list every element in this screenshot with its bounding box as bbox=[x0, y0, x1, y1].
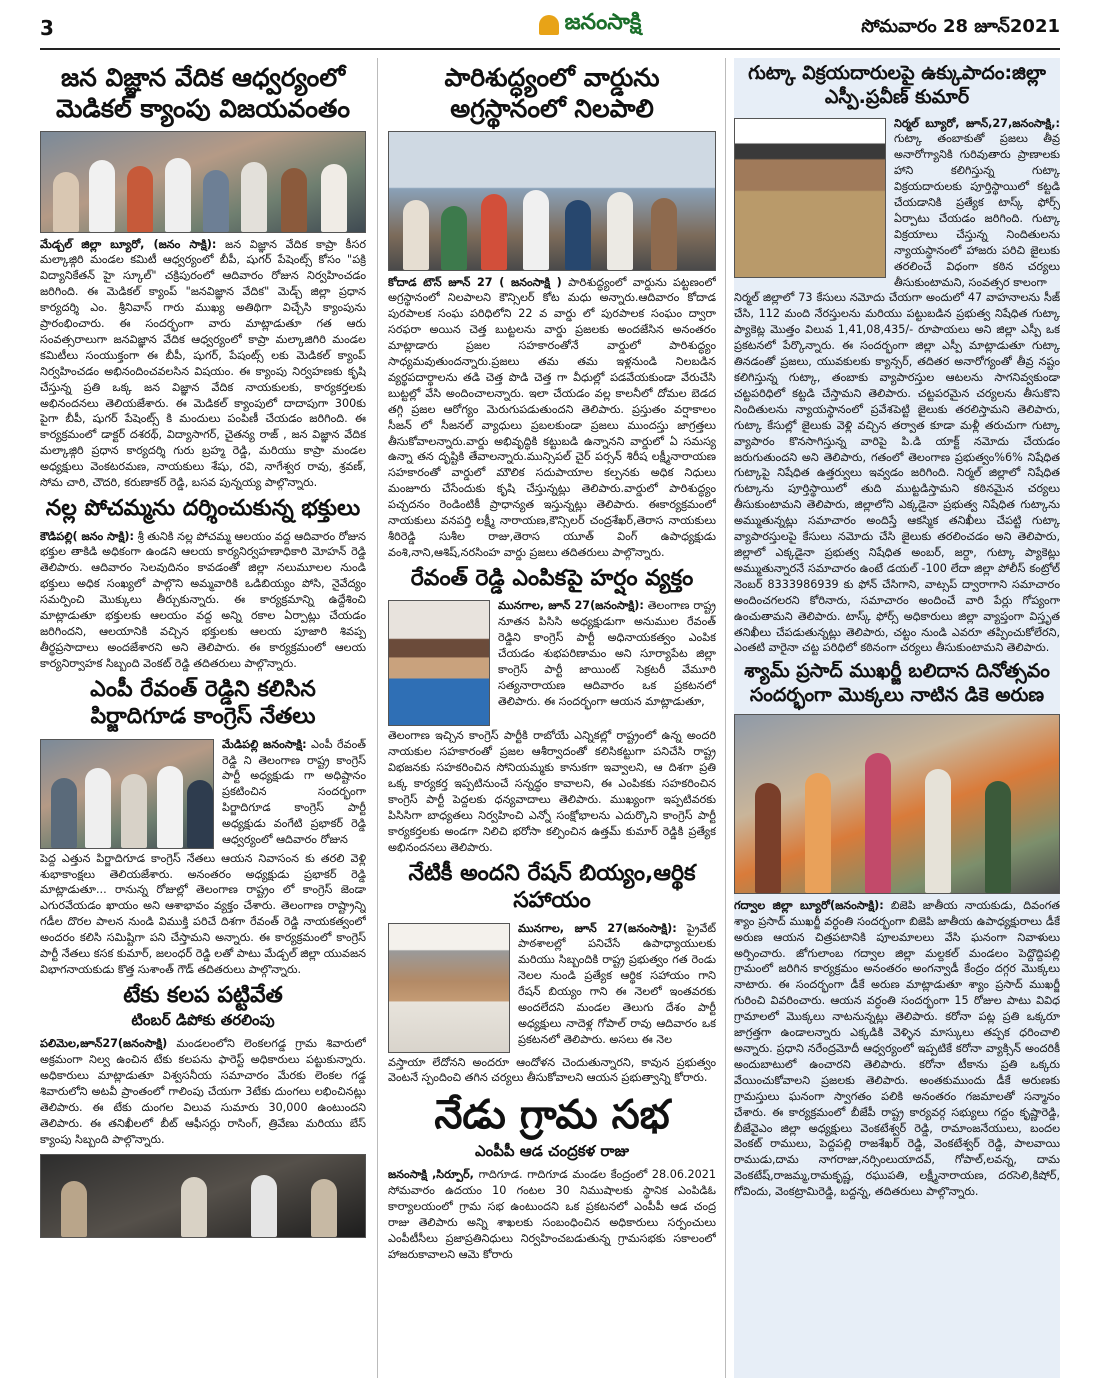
column-divider bbox=[377, 58, 378, 1378]
article-headline: రేవంత్ రెడ్డి ఎంపికపై హర్షం వ్యక్తం bbox=[410, 565, 694, 591]
header-rule bbox=[40, 48, 1060, 50]
article-headline: టేకు కలప పట్టివేత bbox=[123, 982, 283, 1008]
article-body: కోదాడ టౌన్ జూన్ 27 ( జనంసాక్షి ) పారిశుద్ధ్యంలో వార్డును పట్టణంలో అగ్రస్థానంలో నిలపాలని కౌన్సిలర్ కోట మధు అన్నారు.ఆదివారం కోదాడ పురపాలక సంఘ పరిధిలోని 22 వ వార్డు లో పురపాలక సంఘం ద్వారా సరఫరా అయిన చెత్త బుట్టలను వార్డు ప్రజలకు అందజేసిన అనంతరం మాట్లాడారు ప్రజల సహకారంతోనే వార్డులో పారిశుద్ధ్యం సాధ్యమవుతుందన్నారు.ప్రజలు తమ తమ ఇళ్లనుండి నిలబడిన వ్యర్థపదార్థాలను తడి చెత్త పొడి చెత్త గా వీధుల్లో పడవేయకుండా వేరుచేసి బుట్టల్లో వేసి అందించాలన్నారు. ఇలా చేయడం వల్ల కాలనీలో దోమల బెడద తగ్గి ప్రజల ఆరోగ్యం మెరుగుపడుతుందని తెలిపారు. ప్రస్తుతం వర్షాకాలం సీజన్ లో సీజనల్ వ్యాధులు ప్రబలకుండా ప్రజలు ముందస్తు జాగ్రత్తలు తీసుకోవాలన్నారు.వార్డు అభివృద్ధికి కట్టుబడి ఉన్నానని వార్డులో ఏ సమస్య ఉన్నా తన దృష్టికి తేవాలన్నారు.మున్సిపల్ చైర్ పర్సన్ శిరీష లక్ష్మీనారాయణ సహకారంతో వార్డులో మౌలిక సదుపాయాల కల్పనకు అధిక నిధులు మంజూరు చేసేందుకు కృషి చేస్తున్నట్లు తెలిపారు.వార్డులో పారిశుద్ధ్యం పచ్చదనం రెండింటికీ ప్రాధాన్యత ఇస్తున్నట్లు తెలిపారు. ఈకార్యక్రమంలో నాయకులు వనపర్తి లక్ష్మీ నారాయణ,కౌన్సిలర్ చంద్రశేఖర్,తెరాస నాయకులు శీరిరెడ్డి సుశీల రాజు,తెరాస యూత్ వింగ్ ఉపాధ్యక్షుడు వంశి,నాని,ఆశిష్,నరసింహ వార్డు ప్రజలు తదితరులు పాల్గొన్నారు. bbox=[388, 275, 716, 559]
article-medical-camp bbox=[40, 62, 366, 491]
article-byline: కోదాడ టౌన్ జూన్ 27 ( జనంసాక్షి ) bbox=[388, 275, 562, 289]
article-photo bbox=[388, 131, 716, 271]
article-byline: మునగాల, జూన్ 27(జనంసాక్షి): bbox=[518, 921, 677, 935]
article-body-inset: నిర్మల్ బ్యూరో, జూన్,27,జనంసాక్షి,: గుట్కా తంబాకుతో ప్రజలు తీవ్ర అనారోగ్యానికి గురివుతారు ప్రాణాలకు హాని కలిగిస్తున్న గుట్కా విక్రయదారులకు పూర్తిస్థాయిలో కట్టడి చేయడానికి ప్రత్యేక టాస్క్ ఫోర్స్ ఏర్పాటు చేయడం జరిగింది. గుట్కా విక్రయాలు చేస్తున్న నిందితులను న్యాయస్థానంలో హాజరు పరిచి జైలుకు తరలించే విధంగా కఠిన చర్యలు తీసుకుంటామని, సంవత్సర కాలంగా bbox=[894, 116, 1060, 289]
article-inset bbox=[40, 737, 366, 851]
masthead-emblem-icon bbox=[539, 15, 559, 35]
article-headline: శ్యామ్ ప్రసాద్ ముఖర్జీ బలిదాన దినోత్సవం సందర్భంగా మొక్కలు నాటిన డికె అరుణ bbox=[744, 660, 1050, 707]
article-body-inset: మునగాల, జూన్ 27(జనంసాక్షి): ప్రైవేట్ పాఠశాలల్లో పనిచేసే ఉపాధ్యాయులకు మరియు సిబ్బందికి రాష్ట్ర ప్రభుత్వం గత రెండు నెలల నుండి ప్రత్యేక ఆర్థిక సహాయం గాని రేషన్ బియ్యం గాని ఈ నెలలో ఇంతవరకు అందలేదని మండల తెలుగు దేశం పార్టీ అధ్యక్షులు నాదెళ్ల గోపాల్ రావు ఆదివారం ఒక ప్రకటనలో తెలిపారు. అసలు ఈ నెల bbox=[518, 921, 716, 1046]
article-photo bbox=[40, 131, 366, 233]
article-byline: నిర్మల్ బ్యూరో, జూన్,27,జనంసాక్షి,: bbox=[894, 116, 1060, 130]
author-photo bbox=[388, 923, 510, 1053]
article-headline: గుట్కా విక్రయదారులపై ఉక్కుపాదం:జిల్లా ఎస్పీ.ప్రవీణ్ కుమార్ bbox=[748, 62, 1046, 108]
column-1 bbox=[40, 58, 366, 1378]
article-body: కౌడిపల్లి( జనం సాక్షి): శ్రీ తునికి నల్ల పోచమ్మ ఆలయం వద్ద ఆదివారం రోజున భక్తుల తాకిడి అధికంగా ఉండని ఆలయ కార్యనిర్వహణాధికారి మోహన్ రెడ్డి తెలిపారు. ఆదివారం సెలవుదినం కావడంతో జిల్లా నలుమూలల నుండి భక్తులు అధిక సంఖ్యలో పాల్గొని అమ్మవారికి ఒడిబియ్యం పోసి, నైవేద్యం సమర్పించి మొక్కులు తీర్చుకున్నారు. ఈ కార్యక్రమాన్ని ఉద్దేశించి మాట్లాడుతూ భక్తులకు ఆలయం వద్ద అన్ని రకాల ఏర్పాట్లు చేయడం జరిగిందని, ఆలయానికి వచ్చిన భక్తులకు ఆలయ పూజారి శివప్ప తీర్థప్రసాదాలు అందజేశారని అని తెలిపారు. ఈ కార్యక్రమంలో ఆలయ కార్యనిర్వాహక సిబ్బంది వెంకట్ రెడ్డి తదితరులు పాల్గొన్నారు. bbox=[40, 529, 366, 670]
article-ration-support bbox=[388, 860, 716, 1087]
masthead-logo bbox=[480, 10, 700, 40]
article-photo bbox=[40, 739, 214, 849]
article-body: తెలంగాణ ఇచ్చిన కాంగ్రెస్ పార్టీకి రాబోయే ఎన్నికల్లో రాష్ట్రంలో ఉన్న అందరి నాయకుల సహకారంతో ప్రజల ఆశీర్వాదంతో కలిసికట్టుగా పనిచేసి రాష్ట్ర విభజనకు సహకరించిన సోనియమ్మకు కానుకగా ఇవ్వాలని, ఆ దిశగా ప్రతి ఒక్క కార్యకర్త ఇప్పటినుంచే సన్నద్ధం కావాలని, ఈ ఎంపికకు సహకరించిన కాంగ్రెస్ పార్టీ పెద్దలకు ధన్యవాదాలు తెలిపారు. ముఖ్యంగా ఇప్పటివరకు పిసిసిగా బాధ్యతలు నిర్వహించి ఎన్నో సంక్షోభాలను ఎదుర్కొని కాంగ్రెస్ పార్టీ కార్యకర్తలకు అండగా నిలిచి భరోసా కల్పించిన ఉత్తమ్ కుమార్ రెడ్డికి ప్రత్యేక అభినందనలు తెలిపారు. bbox=[388, 729, 716, 854]
article-byline: గద్వాల జిల్లా బ్యూరో(జనంసాక్షి): bbox=[734, 898, 884, 912]
officer-photo bbox=[734, 118, 886, 278]
article-byline: మునగాల, జూన్ 27(జనంసాక్షి): bbox=[498, 599, 644, 613]
article-headline: నల్ల పోచమ్మను దర్శించుకున్న భక్తులు bbox=[45, 496, 361, 521]
article-body: పలిమెల,జూన్27(జనంసాక్షి) మండలంలోని లెంకలగడ్డ గ్రామ శివారులో అక్రమంగా నిల్వ ఉంచిన టేకు కలపను ఫారెస్ట్ అధికారులు పట్టుకున్నారు. అధికారులు మాట్లాడుతూ విశ్వసనీయ సమాచారం మేరకు లెంకల గడ్డ శివారులోని అటవీ ప్రాంతంలో గాలింపు చేయగా 3టేకు దుంగలు లభించినట్లు తెలిపారు. ఈ టేకు దుంగల విలువ సుమారు 30,000 ఉంటుందని తెలిపారు. ఈ తనిఖీలలో బీట్ ఆఫీసర్లు రాసింగ్, త్రివేణు మరియు బేస్ క్యాంపు సిబ్బంది పాల్గొన్నారు. bbox=[40, 1037, 366, 1146]
article-byline: పలిమెల,జూన్27(జనంసాక్షి) bbox=[40, 1037, 168, 1051]
column-3 bbox=[734, 58, 1060, 1378]
article-body: గద్వాల జిల్లా బ్యూరో(జనంసాక్షి): బిజెపి జాతీయ నాయకుడు, దివంగత శ్యాం ప్రసాద్ ముఖర్జీ వర్ధంతి సందర్భంగా బిజెపి జాతీయ ఉపాధ్యక్షురాలు డీకే అరుణ ఆయన చిత్రపటానికి పూలమాలలు వేసి ఘనంగా నివాళులు అర్పించారు. జోగులాంబ గద్వాల జిల్లా మల్దకల్ మండలం పెద్దొద్దిపల్లి గ్రామంలో జరిగిన కార్యక్రమం అనంతరం అంగన్వాడీ కేంద్రం దగ్గర మొక్కలు నాటారు. ఈ సందర్భంగా డీకే అరుణ మాట్లాడుతూ శ్యాం ప్రసాద్ ముఖర్జీ గురించి వివరించారు. ఆయన వర్ధంతి సందర్భంగా 15 రోజుల పాటు వివిధ గ్రామాలలో మొక్కలు నాటనున్నట్లు తెలిపారు. కరోనా పట్ల ప్రతి ఒక్కరూ జాగ్రత్తగా ఉండాలన్నారు ఎక్కడికి వెళ్ళిన మాస్కులు తప్పక ధరించాలి అన్నారు. ప్రధాని నరేంద్రమోదీ ఆధ్వర్యంలో ఇప్పటికే కరోనా వ్యాక్సిన్ అందరికీ అందుబాటులో ఉంచారని తెలిపారు. కరోనా టీకాను ప్రతి ఒక్కరు వేయించుకోవాలని ప్రజలకు తెలిపారు. అంతకుముందు డీకే అరుణకు గ్రామస్తులు ఘనంగా స్వాగతం పలికి అనంతరం గజమాలతో సన్మానం చేశారు. ఈ కార్యక్రమంలో బీజేపీ రాష్ట్ర కార్యవర్గ సభ్యులు గద్దం కృష్ణారెడ్డి, బీజేవైఎం జిల్లా అధ్యక్షులు వెంకటేశ్వర్ రెడ్డి, రామాంజనేయులు, బందల వెంకట్ రాములు, పెద్దపల్లి రాజశేఖర్ రెడ్డి, వెంకటేశ్వర్ రెడ్డి, పాలవాయి రాముడు,దామ నాగరాజు,నర్సింలుయాదవ్, గోపాల్,లవన్న, దామ వెంకటేష్,రాజమ్మ,రామకృష్ణ, రఘుపతి, లక్ష్మీనారాయణ, దరసెలి,కిషోర్, గోవిందు, వెంకట్రామిరెడ్డి, బద్దన్న, తదితరులు పాల్గొన్నారు. bbox=[734, 898, 1060, 1199]
issue-date: సోమవారం 28 జూన్2021 bbox=[861, 16, 1060, 37]
article-subheadline: టింబర్ డిపోకు తరలింపు bbox=[131, 1011, 275, 1030]
article-dk-aruna bbox=[734, 660, 1060, 1200]
article-grama-sabha bbox=[388, 1090, 716, 1262]
article-headline: నేడు గ్రామ సభ bbox=[434, 1092, 670, 1139]
column-2 bbox=[388, 58, 716, 1378]
article-body-inset: మునగాల, జూన్ 27(జనంసాక్షి): తెలంగాణ రాష్ట్ర నూతన పిసిసి అధ్యక్షుడుగా అనుముల రేవంత్ రెడ్డిని కాంగ్రెస్ పార్టీ అధినాయకత్వం ఎంపిక చేయడం శుభపరిణామం అని సూర్యాపేట జిల్లా కాంగ్రెస్ పార్టీ జాయింట్ సెక్రటరీ వేమూరి సత్యనారాయణ ఆదివారం ఒక ప్రకటనలో తెలిపారు. ఈ సందర్భంగా ఆయన మాట్లాడుతూ, bbox=[498, 599, 716, 708]
page-number: 3 bbox=[40, 16, 54, 40]
article-body: నిర్మల్ జిల్లాలో 73 కేసులు నమోదు చేయగా అందులో 47 వాహనాలను సీజ్ చేసి, 112 మంది నేరస్తులను మరియు పట్టుబడిన ప్రభుత్వ నిషేధిత గుట్కా ప్యాకెట్ల మొత్తం విలువ 1,41,08,435/- రూపాయలు అని జిల్లా ఎస్పీ ఒక ప్రకటనలో పేర్కొన్నారు. ఈ సందర్భంగా జిల్లా ఎస్పీ మాట్లాడుతూ గుట్కా తినడంతో ప్రజలు, యువకులకు క్యాన్సర్, తదితర అనారోగ్యంతో తీవ్ర నష్టం కలిగిస్తున్న గుట్కా, తంబాకు వ్యాపారస్తుల ఆటలను సాగనివ్వకుండా చట్టపరిధిలో కట్టడి చేస్తామని తెలిపారు. చట్టపరమైన చర్యలను తీసుకొని నిందితులను న్యాయస్థానంలో ప్రవేశపెట్టి జైలుకు తరలిస్తామని తెలిపారు, గుట్కా కేసుల్లో జైలుకు వెళ్లి వచ్చిన తర్వాత కూడా మళ్లీ తరుచుగా గుట్కా వ్యాపారం కొనసాగిస్తున్న వారిపై పి.డి యాక్ట్ నమోదు చేయడం జరుగుతుందని అని తెలిపారు, గతంలో తెలంగాణ ప్రభుత్వం%6% నిషేధిత గుట్కాపై నిషేధిత ఉత్తర్వులు ఇవ్వడం జరిగింది. నిర్మల్ జిల్లాలో నిషేధిత గుట్కాను పూర్తిస్థాయిలో తుది ముట్టడిస్తామని కఠినమైన చర్యలు తీసుకుంటామని తెలిపారు, జిల్లాలోని ఎక్కడైనా ప్రభుత్వ నిషేధిత గుట్కాను అమ్ముతున్నట్లు సమాచారం అందిస్తే ఆకస్మిక తనిఖీలు చేపట్టి గుట్కా వ్యాపారస్తులపై కేసులు నమోదు చేసి జైలుకు తరలించడం అని తెలిపారు, జిల్లాలో ఎక్కడైనా ప్రభుత్వ నిషేధిత అంబర్, జర్దా, గుట్కా ప్యాకెట్లు అమ్ముతున్నారనే సమాచారం ఉంటే డయల్ -100 లేదా జిల్లా పోలీస్ కంట్రోల్ నెంబర్ 8333986939 కు ఫోన్ చేసిగాని, వాట్సప్ ద్వారాగాని సమాచారం అందించగలరని కోరినారు, సమాచారం అందించే వారి పేర్లు గోప్యంగా ఉంచుతామని తెలిపారు. టాస్క్ ఫోర్స్ అధికారులు జిల్లా వ్యాప్తంగా విస్తృత తనిఖీలు చేపడుతున్నట్లు తెలిపారు, చట్టం నుండి ఎవరూ తప్పించుకోలేరని, ఎంతటి వారైనా చట్ట పరిధిలో కఠినంగా చర్యలు తీసుకుంటామని తెలిపారు. bbox=[734, 291, 1060, 655]
article-pochamma-temple bbox=[40, 495, 366, 672]
masthead-title: జనంసాక్షి bbox=[564, 10, 642, 35]
article-inset bbox=[388, 921, 716, 1055]
article-photo bbox=[40, 1154, 366, 1238]
article-inset bbox=[388, 598, 716, 728]
article-byline: కౌడిపల్లి( జనం సాక్షి): bbox=[40, 529, 135, 543]
article-gutka-crackdown bbox=[734, 62, 1060, 656]
article-revanth-meeting bbox=[40, 676, 366, 978]
article-body: వస్తాయా లేదోనని అందరూ ఆందోళన చెందుతున్నారని, కావున ప్రభుత్వం వెంటనే స్పందించి తగిన చర్యలు తీసుకోవాలని ఆయన ప్రభుత్వాన్ని కోరారు. bbox=[388, 1055, 716, 1085]
article-sanitation bbox=[388, 62, 716, 561]
column-divider bbox=[725, 58, 726, 1378]
article-body: మేడ్చల్ జిల్లా బ్యూరో, (జనం సాక్షి): జన విజ్ఞాన వేదిక కాప్రా కీసర మల్కాజ్గిరి మండల కమిటీ ఆధ్వర్యంలో బీపీ, షుగర్ పేషెంట్స్ కోసం "పక్రి విద్యానికేతన్ హై స్కూల్" చక్రిపురంలో ఆదివారం రోజున నిర్వహించడం జరిగింది. ఈ మెడికల్ క్యాంప్ "జనవిజ్ఞాన వేదిక" మెడ్చ్ జిల్లా ప్రధాన కార్యదర్శి ఎం. శ్రీనివాస్ గారు ముఖ్య అతిథిగా విచ్చేసి క్యాంపును ప్రారంభించారు. ఈ సందర్భంగా వారు మాట్లాడుతూ గత ఆరు సంవత్సరాలుగా జనవిజ్ఞాన వేదిక ఆధ్వర్యంలో కాప్రా మల్కాజిగిరి మండల కమిటీలు సంయుక్తంగా ఈ బీపీ, షుగర్, పేషంట్స్ లకు మెడికల్ క్యాంప్ నిర్వహించడం అభినందించవలసిన విషయం. ఈ క్యాంపు నిర్వహణకు కృషి చేస్తున్న ప్రతి ఒక్క జన విజ్ఞాన వేదిక నాయకులకు, కార్యకర్తలకు అభినందనలు తెలియజేశారు. ఈ మెడికల్ క్యాంపులో దాదాపుగా 300కు పైగా బీపీ, షుగర్ పేషెంట్స్ కి మందులు పంపిణీ చేయడం జరిగింది. ఈ కార్యక్రమంలో డాక్టర్ దశరథ్, విద్యాసాగర్, చైతన్య రాజ్ , జన విజ్ఞాన వేదిక మల్కాజ్గిరి ప్రధాన కార్యదర్శి గురు బ్రహ్మ రెడ్డి, మరియు కాప్రా మండల అధ్యక్షులు వెంకటరమణ, నాయకులు శేషు, రవి, నాగేశ్వర రావు, శ్రవణ్, సోమ చారి, చౌదరి, కరుణాకర్ రెడ్డి, బసవ పున్నయ్య పాల్గొన్నారు. bbox=[40, 237, 366, 490]
article-byline: మేడిపల్లి జనంసాక్షి: bbox=[222, 737, 307, 751]
article-headline: పారిశుద్ధ్యంలో వార్డును అగ్రస్థానంలో నిలపాలి bbox=[444, 63, 660, 124]
article-headline: నేటికీ అందని రేషన్ బియ్యం,ఆర్థిక సహాయం bbox=[408, 860, 696, 914]
article-inset bbox=[734, 116, 1060, 291]
article-teak-seizure bbox=[40, 982, 366, 1238]
article-body-inset: మేడిపల్లి జనంసాక్షి: ఎంపీ రేవంత్ రెడ్డి ని తెలంగాణ రాష్ట్ర కాంగ్రెస్ పార్టీ అధ్యక్షుడు గా అధిష్టానం ప్రకటించిన సందర్భంగా పిర్జాదిగూడ కాంగ్రెస్ పార్టీ అధ్యక్షుడు వంగేటి ప్రభాకర్ రెడ్డి ఆధ్వర్యంలో ఆదివారం రోజున bbox=[222, 737, 366, 847]
article-headline: ఎంపీ రేవంత్ రెడ్డిని కలిసిన పిర్జాదిగూడ కాంగ్రెస్ నేతలు bbox=[90, 676, 316, 730]
article-byline: మేడ్చల్ జిల్లా బ్యూరో, (జనం సాక్షి): bbox=[40, 237, 217, 251]
article-byline: జనంసాక్షి ,సిర్పూర్, bbox=[388, 1168, 474, 1182]
article-headline: జన విజ్ఞాన వేదిక ఆధ్వర్యంలో మెడికల్ క్యాంపు విజయవంతం bbox=[55, 63, 351, 124]
author-photo bbox=[388, 600, 490, 726]
article-revanth-selection bbox=[388, 565, 716, 856]
page-header bbox=[40, 10, 1060, 46]
article-body: జనంసాక్షి ,సిర్పూర్, గాదిగూడ. గాదిగూడ మండల కేంద్రంలో 28.06.2021 సోమవారం ఉదయం 10 గంటల 30 నిముషాలకు స్థానిక ఎంపిడిఓ కార్యాలయంలో గ్రామ సభ ఉంటుందని ఒక ప్రకటనలో ఎంపీపీ ఆడ చంద్ర రాజు తెలిపారు అన్ని శాఖలకు సంబంధించిన అధికారులు సర్పంచులు ఎంపీటీసీలు ప్రజాప్రతినిధులు నిర్వహించబడుతున్న గ్రామసభకు సకాలంలో హాజరుకావాలని ఆమె కోరారు bbox=[388, 1168, 716, 1261]
article-subheadline: ఎంపీపీ ఆడ చంద్రకళ రాజు bbox=[474, 1142, 629, 1161]
article-photo bbox=[734, 714, 1060, 894]
article-body: పెద్ద ఎత్తున పిర్జాదిగూడ కాంగ్రెస్ నేతలు ఆయన నివాసంన కు తరలి వెళ్లి శుభాకాంక్షలు తెలియజేశారు. అనంతరం అధ్యక్షుడు ప్రభాకర్ రెడ్డి మాట్లాడుతూ... రానున్న రోజుల్లో తెలంగాణ రాష్ట్రం లో కాంగ్రెస్ జెండా ఎగురవేయడం ఖాయం అని ఆశాభావం వ్యక్తం చేశారు. తెలంగాణ రాష్ట్రాన్ని గడీల దొరల పాలన నుండి విముక్తి పరిచే దిశగా రేవంత్ రెడ్డి నాయకత్వంలో అందరం కలిసి సమిష్టిగా పని చేస్తామని అన్నారు. ఈ కార్యక్రమంలో కాంగ్రెస్ పార్టీ నేతలు కసక కుమార్, జలంధర్ రెడ్డి లతో పాటు మేడ్చల్ జిల్లా యువజన విభాగనాయకుడు కొత్త సుశాంత్ గౌడ్ తదితరులు పాల్గొన్నారు. bbox=[40, 851, 366, 976]
